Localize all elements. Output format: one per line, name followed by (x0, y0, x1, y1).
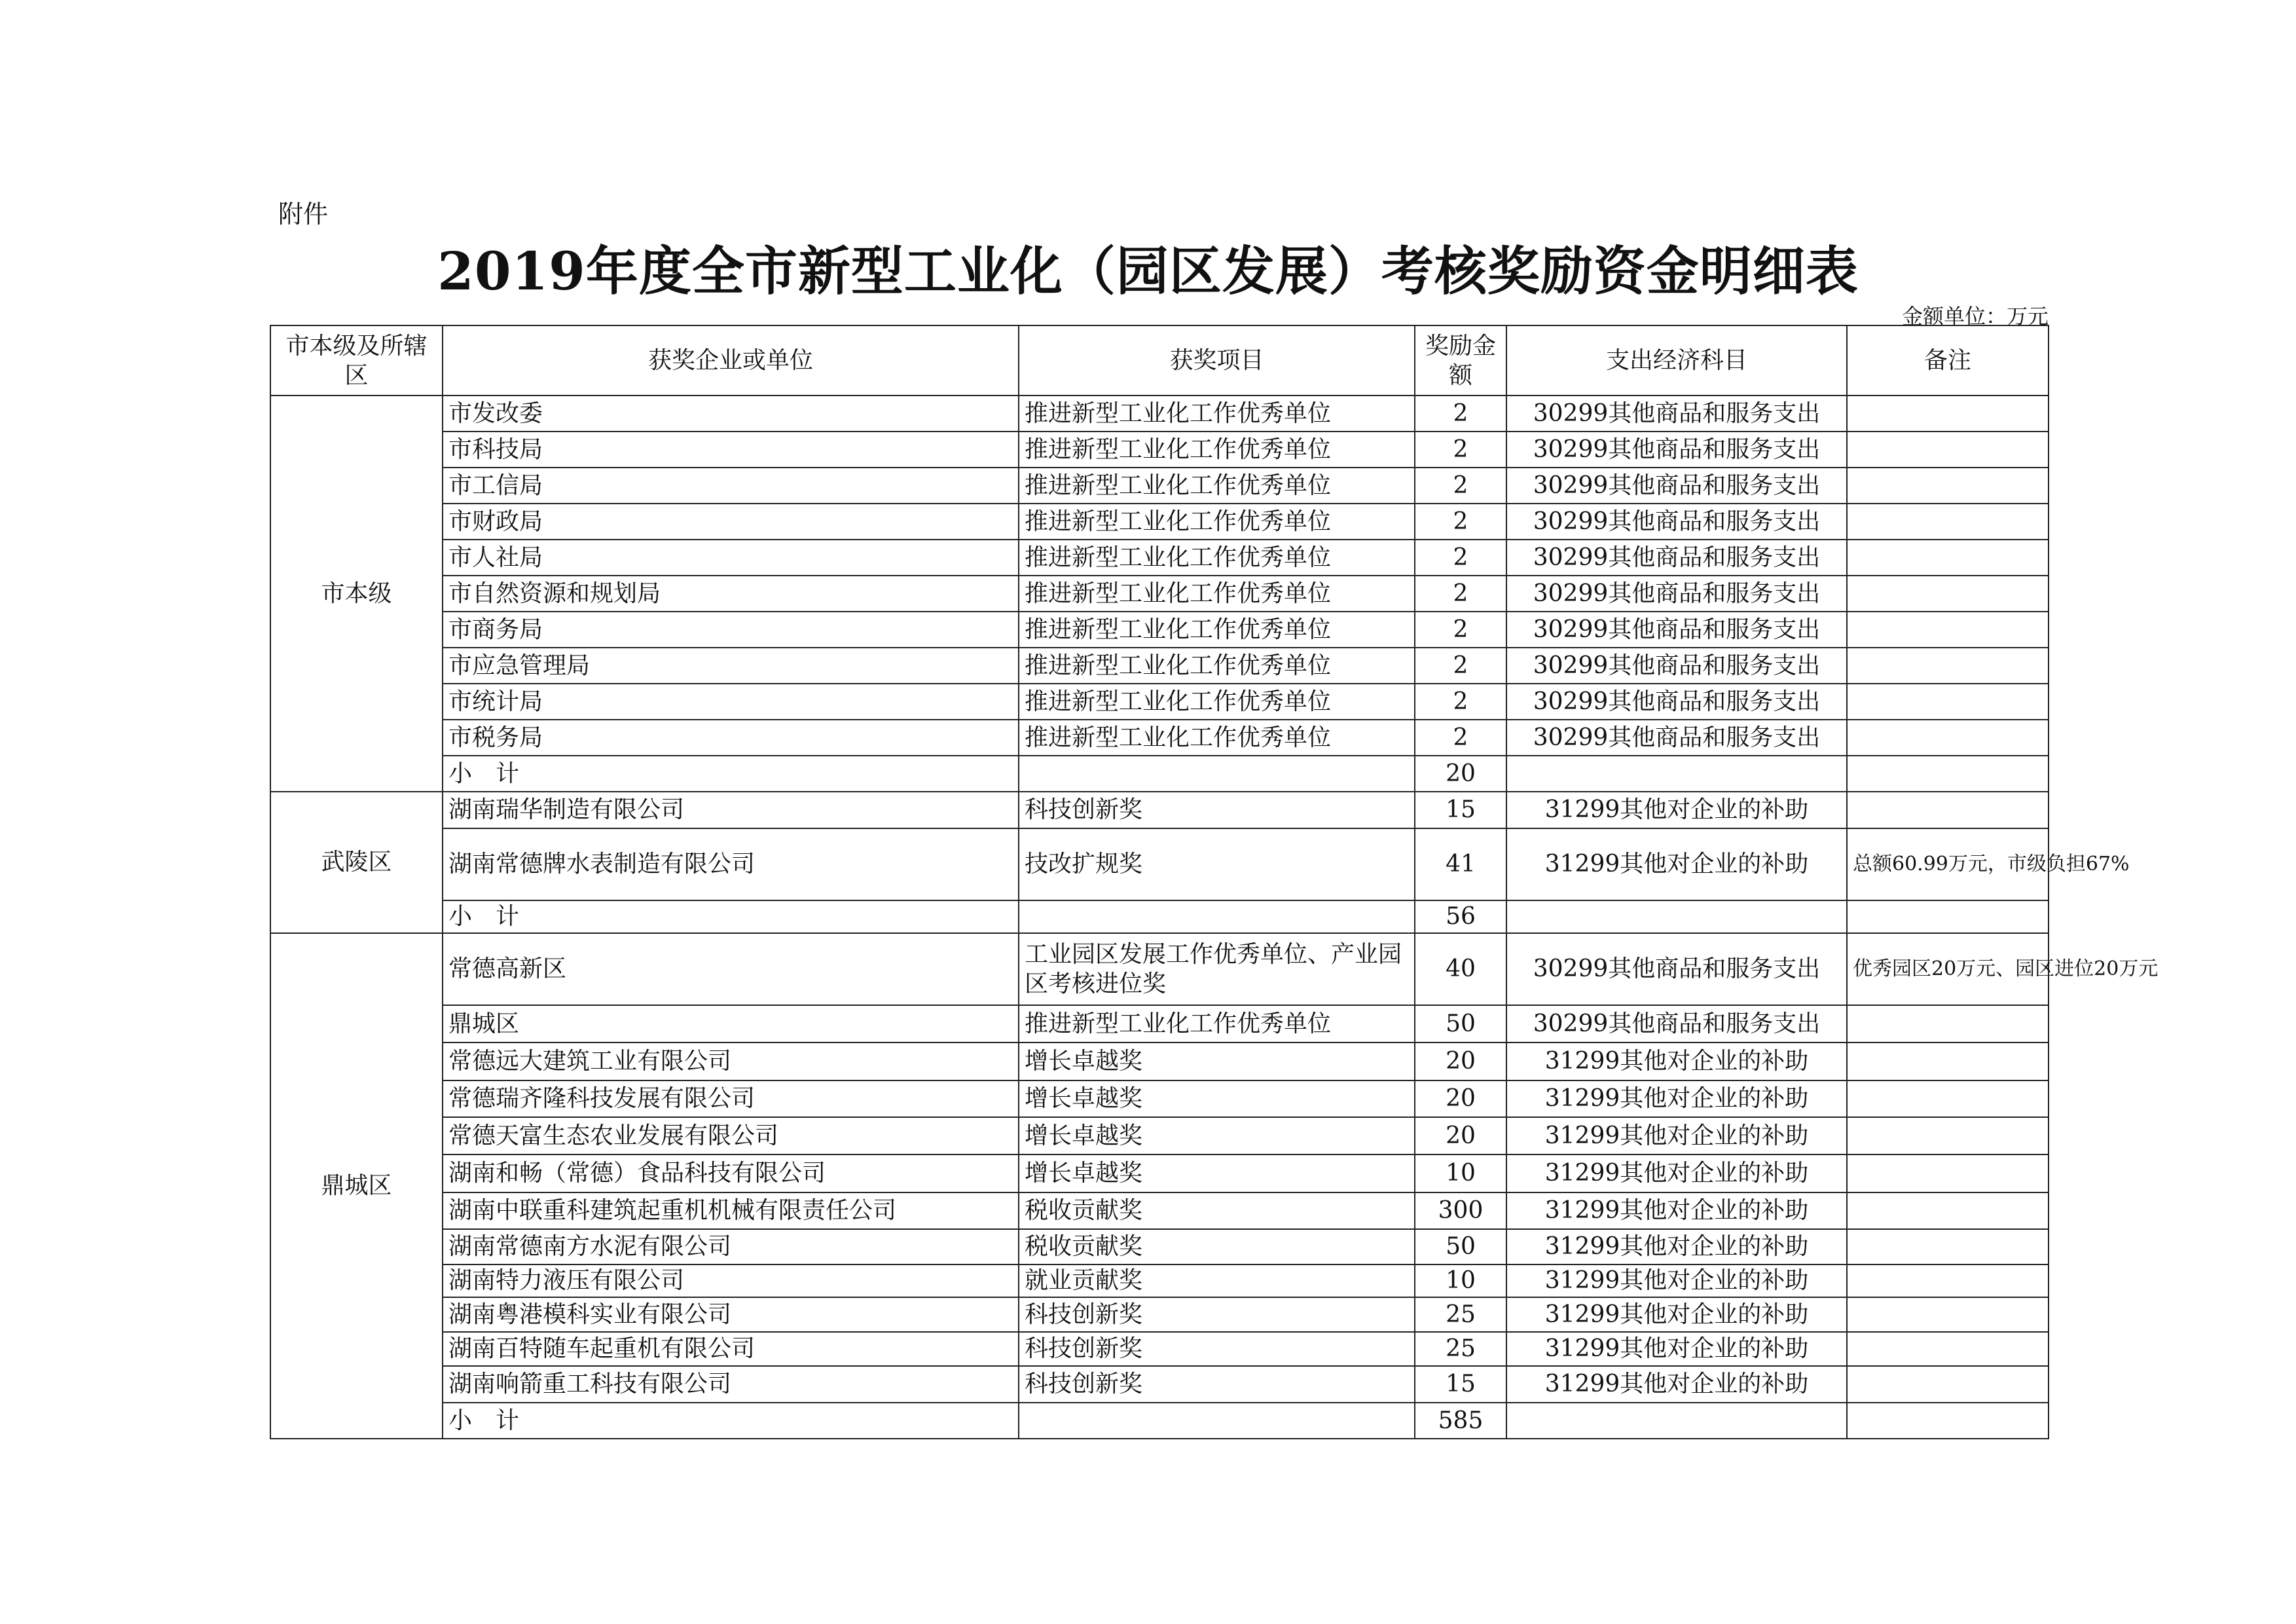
remarks-cell (1847, 1117, 2049, 1154)
amount-cell: 20 (1415, 1117, 1506, 1154)
award-item-cell: 推进新型工业化工作优秀单位 (1019, 720, 1415, 756)
award-item-cell: 推进新型工业化工作优秀单位 (1019, 684, 1415, 720)
table-row (270, 933, 2049, 1005)
subtotal-amount: 20 (1415, 756, 1506, 792)
award-item-cell: 增长卓越奖 (1019, 1154, 1415, 1192)
remarks-cell (1847, 792, 2049, 828)
unit-cell: 市自然资源和规划局 (443, 576, 1019, 612)
award-item-cell: 工业园区发展工作优秀单位、产业园区考核进位奖 (1019, 933, 1415, 1005)
remarks-cell (1847, 684, 2049, 720)
district-cell: 鼎城区 (270, 933, 443, 1439)
subtotal-label: 小计 (443, 1403, 1019, 1439)
table-header-row (270, 325, 2049, 396)
unit-cell: 湖南常德南方水泥有限公司 (443, 1229, 1019, 1264)
remarks-cell (1847, 1043, 2049, 1080)
unit-cell: 湖南特力液压有限公司 (443, 1264, 1019, 1297)
economic-category-cell: 31299其他对企业的补助 (1506, 1192, 1847, 1229)
unit-cell: 常德远大建筑工业有限公司 (443, 1043, 1019, 1080)
economic-category-cell: 30299其他商品和服务支出 (1506, 540, 1847, 576)
award-item-cell: 推进新型工业化工作优秀单位 (1019, 468, 1415, 504)
unit-cell: 湖南常德牌水表制造有限公司 (443, 828, 1019, 900)
amount-cell: 2 (1415, 720, 1506, 756)
amount-cell: 300 (1415, 1192, 1506, 1229)
remarks-cell (1847, 720, 2049, 756)
unit-cell: 湖南和畅（常德）食品科技有限公司 (443, 1154, 1019, 1192)
header-economic-category: 支出经济科目 (1506, 325, 1847, 396)
remarks-cell (1847, 396, 2049, 432)
unit-cell: 市税务局 (443, 720, 1019, 756)
remarks-cell (1847, 1192, 2049, 1229)
table-row (270, 684, 2049, 720)
table-row (270, 540, 2049, 576)
table-row (270, 828, 2049, 900)
amount-cell: 2 (1415, 612, 1506, 648)
unit-cell: 市商务局 (443, 612, 1019, 648)
amount-cell: 15 (1415, 1366, 1506, 1403)
economic-category-cell: 30299其他商品和服务支出 (1506, 504, 1847, 540)
remarks-cell (1847, 1229, 2049, 1264)
table-row (270, 504, 2049, 540)
amount-cell: 25 (1415, 1332, 1506, 1366)
economic-category-cell: 31299其他对企业的补助 (1506, 792, 1847, 828)
remarks-cell (1847, 1005, 2049, 1043)
award-item-cell: 科技创新奖 (1019, 1366, 1415, 1403)
economic-category-cell: 30299其他商品和服务支出 (1506, 576, 1847, 612)
economic-category-cell: 31299其他对企业的补助 (1506, 1154, 1847, 1192)
table-row (270, 720, 2049, 756)
header-amount: 奖励金额 (1415, 325, 1506, 396)
economic-category-cell: 30299其他商品和服务支出 (1506, 396, 1847, 432)
remarks-cell: 总额60.99万元，市级负担67% (1847, 828, 2049, 900)
award-item-cell: 增长卓越奖 (1019, 1043, 1415, 1080)
amount-cell: 10 (1415, 1264, 1506, 1297)
table-row (270, 1154, 2049, 1192)
remarks-cell (1847, 468, 2049, 504)
remarks-cell (1847, 1366, 2049, 1403)
remarks-cell (1847, 540, 2049, 576)
unit-cell: 湖南粤港模科实业有限公司 (443, 1297, 1019, 1332)
subtotal-label: 小计 (443, 900, 1019, 933)
table-row (270, 432, 2049, 468)
remarks-cell (1847, 648, 2049, 684)
amount-cell: 10 (1415, 1154, 1506, 1192)
amount-unit-note: 金额单位：万元 (1901, 304, 2049, 329)
economic-category-cell: 31299其他对企业的补助 (1506, 1297, 1847, 1332)
remarks-cell (1847, 504, 2049, 540)
award-details-table (270, 325, 2159, 1439)
award-item-cell: 科技创新奖 (1019, 1332, 1415, 1366)
economic-category-cell: 30299其他商品和服务支出 (1506, 1005, 1847, 1043)
economic-category-cell: 30299其他商品和服务支出 (1506, 648, 1847, 684)
award-item-cell: 推进新型工业化工作优秀单位 (1019, 648, 1415, 684)
unit-cell: 湖南中联重科建筑起重机机械有限责任公司 (443, 1192, 1019, 1229)
unit-cell: 湖南响箭重工科技有限公司 (443, 1366, 1019, 1403)
amount-cell: 2 (1415, 576, 1506, 612)
unit-cell: 市统计局 (443, 684, 1019, 720)
table-row (270, 1332, 2049, 1366)
empty-cell (1847, 900, 2049, 933)
award-item-cell: 推进新型工业化工作优秀单位 (1019, 432, 1415, 468)
remarks-cell (1847, 1080, 2049, 1117)
economic-category-cell: 30299其他商品和服务支出 (1506, 612, 1847, 648)
amount-cell: 41 (1415, 828, 1506, 900)
remarks-cell (1847, 1297, 2049, 1332)
unit-cell: 鼎城区 (443, 1005, 1019, 1043)
amount-cell: 50 (1415, 1229, 1506, 1264)
empty-cell (1019, 900, 1415, 933)
amount-cell: 2 (1415, 432, 1506, 468)
district-cell: 市本级 (270, 396, 443, 792)
award-item-cell: 科技创新奖 (1019, 792, 1415, 828)
amount-cell: 25 (1415, 1297, 1506, 1332)
unit-cell: 湖南瑞华制造有限公司 (443, 792, 1019, 828)
empty-cell (1506, 1403, 1847, 1439)
amount-cell: 20 (1415, 1043, 1506, 1080)
economic-category-cell: 31299其他对企业的补助 (1506, 1264, 1847, 1297)
header-award-item: 获奖项目 (1019, 325, 1415, 396)
table-row (270, 1117, 2049, 1154)
remarks-cell (1847, 1264, 2049, 1297)
unit-cell: 常德高新区 (443, 933, 1019, 1005)
award-item-cell: 推进新型工业化工作优秀单位 (1019, 540, 1415, 576)
table-row (270, 468, 2049, 504)
award-item-cell: 推进新型工业化工作优秀单位 (1019, 612, 1415, 648)
unit-cell: 市财政局 (443, 504, 1019, 540)
award-item-cell: 推进新型工业化工作优秀单位 (1019, 1005, 1415, 1043)
award-item-cell: 增长卓越奖 (1019, 1080, 1415, 1117)
economic-category-cell: 30299其他商品和服务支出 (1506, 933, 1847, 1005)
empty-cell (1847, 756, 2049, 792)
economic-category-cell: 31299其他对企业的补助 (1506, 1043, 1847, 1080)
amount-cell: 2 (1415, 684, 1506, 720)
subtotal-amount: 585 (1415, 1403, 1506, 1439)
empty-cell (1506, 756, 1847, 792)
unit-cell: 市应急管理局 (443, 648, 1019, 684)
amount-cell: 2 (1415, 504, 1506, 540)
remarks-cell: 优秀园区20万元、园区进位20万元 (1847, 933, 2049, 1005)
header-district: 市本级及所辖区 (270, 325, 443, 396)
economic-category-cell: 30299其他商品和服务支出 (1506, 468, 1847, 504)
economic-category-cell: 31299其他对企业的补助 (1506, 1332, 1847, 1366)
header-remarks: 备注 (1847, 325, 2049, 396)
table-row (270, 1366, 2049, 1403)
economic-category-cell: 31299其他对企业的补助 (1506, 1117, 1847, 1154)
unit-cell: 常德瑞齐隆科技发展有限公司 (443, 1080, 1019, 1117)
amount-cell: 2 (1415, 396, 1506, 432)
economic-category-cell: 30299其他商品和服务支出 (1506, 432, 1847, 468)
empty-cell (1506, 900, 1847, 933)
award-item-cell: 推进新型工业化工作优秀单位 (1019, 576, 1415, 612)
amount-cell: 40 (1415, 933, 1506, 1005)
award-item-cell: 科技创新奖 (1019, 1297, 1415, 1332)
table-row (270, 1005, 2049, 1043)
subtotal-row (270, 900, 2049, 933)
table-row (270, 648, 2049, 684)
amount-cell: 20 (1415, 1080, 1506, 1117)
table-row (270, 396, 2049, 432)
empty-cell (1847, 1403, 2049, 1439)
unit-cell: 湖南百特随车起重机有限公司 (443, 1332, 1019, 1366)
table-row (270, 1080, 2049, 1117)
table-row (270, 792, 2049, 828)
award-item-cell: 税收贡献奖 (1019, 1192, 1415, 1229)
table-row (270, 1192, 2049, 1229)
amount-cell: 50 (1415, 1005, 1506, 1043)
award-item-cell: 推进新型工业化工作优秀单位 (1019, 504, 1415, 540)
table-body (270, 396, 2159, 1439)
award-item-cell: 技改扩规奖 (1019, 828, 1415, 900)
remarks-cell (1847, 612, 2049, 648)
award-item-cell: 推进新型工业化工作优秀单位 (1019, 396, 1415, 432)
unit-cell: 市人社局 (443, 540, 1019, 576)
amount-cell: 2 (1415, 468, 1506, 504)
subtotal-label: 小计 (443, 756, 1019, 792)
document-title: 2019年度全市新型工业化（园区发展）考核奖励资金明细表 (437, 240, 1859, 302)
unit-cell: 市工信局 (443, 468, 1019, 504)
table-row (270, 612, 2049, 648)
subtotal-row (270, 1403, 2049, 1439)
subtotal-row (270, 756, 2049, 792)
remarks-cell (1847, 1154, 2049, 1192)
header-unit: 获奖企业或单位 (443, 325, 1019, 396)
economic-category-cell: 31299其他对企业的补助 (1506, 1229, 1847, 1264)
table-row (270, 576, 2049, 612)
subtotal-amount: 56 (1415, 900, 1506, 933)
award-item-cell: 就业贡献奖 (1019, 1264, 1415, 1297)
table-row (270, 1297, 2049, 1332)
award-item-cell: 增长卓越奖 (1019, 1117, 1415, 1154)
economic-category-cell: 31299其他对企业的补助 (1506, 828, 1847, 900)
remarks-cell (1847, 432, 2049, 468)
unit-cell: 市发改委 (443, 396, 1019, 432)
amount-cell: 15 (1415, 792, 1506, 828)
empty-cell (1019, 756, 1415, 792)
empty-cell (1019, 1403, 1415, 1439)
economic-category-cell: 30299其他商品和服务支出 (1506, 684, 1847, 720)
remarks-cell (1847, 1332, 2049, 1366)
table-row (270, 1229, 2049, 1264)
amount-cell: 2 (1415, 540, 1506, 576)
table-row (270, 1264, 2049, 1297)
economic-category-cell: 31299其他对企业的补助 (1506, 1080, 1847, 1117)
economic-category-cell: 31299其他对企业的补助 (1506, 1366, 1847, 1403)
amount-cell: 2 (1415, 648, 1506, 684)
remarks-cell (1847, 576, 2049, 612)
unit-cell: 常德天富生态农业发展有限公司 (443, 1117, 1019, 1154)
attachment-label: 附件 (278, 200, 329, 229)
district-cell: 武陵区 (270, 792, 443, 933)
award-item-cell: 税收贡献奖 (1019, 1229, 1415, 1264)
table-row (270, 1043, 2049, 1080)
economic-category-cell: 30299其他商品和服务支出 (1506, 720, 1847, 756)
unit-cell: 市科技局 (443, 432, 1019, 468)
